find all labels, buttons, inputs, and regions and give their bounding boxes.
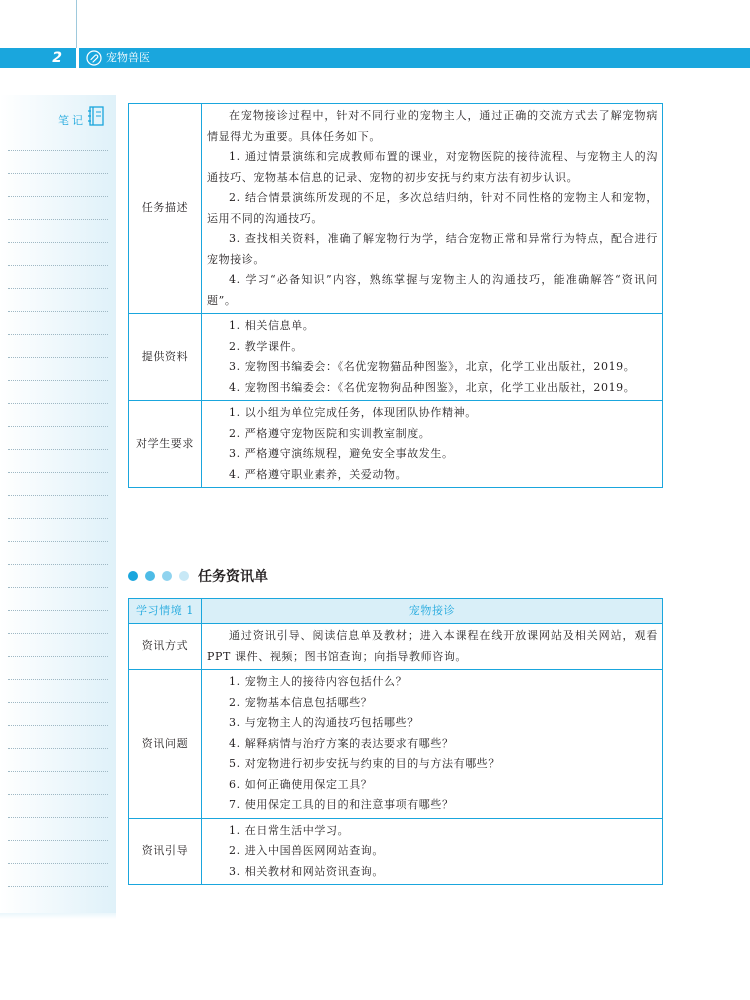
list-item: 4. 宠物图书编委会：《名优宠物狗品种图鉴》，北京，化学工业出版社，2019。 xyxy=(229,380,636,394)
note-line xyxy=(8,449,108,450)
notebook-icon xyxy=(86,105,106,127)
note-line xyxy=(8,564,108,565)
note-line xyxy=(8,610,108,611)
row-label: 提供资料 xyxy=(129,314,202,401)
note-line xyxy=(8,426,108,427)
note-line xyxy=(8,495,108,496)
row-label: 资讯引导 xyxy=(129,818,202,885)
bullet-dot-icon xyxy=(128,571,138,581)
note-line xyxy=(8,771,108,772)
row-label: 对学生要求 xyxy=(129,401,202,488)
list-item: 4. 解释病情与治疗方案的表达要求有哪些？ xyxy=(229,736,454,750)
book-title: 宠物兽医 xyxy=(106,51,150,64)
note-line xyxy=(8,518,108,519)
notes-label: 笔记 xyxy=(58,114,86,127)
header-gap xyxy=(76,48,79,68)
page-number: 2 xyxy=(52,50,62,66)
list-item: 3. 宠物图书编委会：《名优宠物猫品种图鉴》，北京，化学工业出版社，2019。 xyxy=(229,360,636,373)
table-header-row xyxy=(129,599,663,624)
note-line xyxy=(8,748,108,749)
note-line xyxy=(8,725,108,726)
note-line xyxy=(8,403,108,404)
note-line xyxy=(8,150,108,151)
paragraph: 2. 结合情景演练所发现的不足，多次总结归纳，针对不同性格的宠物主人和宠物，运用不同的沟通技巧。 xyxy=(207,191,658,225)
section-title: 任务资讯单 xyxy=(198,569,268,585)
list-item: 6. 如何正确使用保定工具？ xyxy=(229,777,373,791)
note-line xyxy=(8,817,108,818)
paragraph: 4. 学习“必备知识”内容，熟练掌握与宠物主人的沟通技巧，能准确解答“资讯问题”。 xyxy=(207,273,658,307)
note-line xyxy=(8,863,108,864)
note-line xyxy=(8,357,108,358)
task-table xyxy=(128,103,663,488)
row-label: 资讯方式 xyxy=(129,624,202,670)
note-line xyxy=(8,794,108,795)
list-item: 2. 严格遵守宠物医院和实训教室制度。 xyxy=(229,426,431,440)
note-line xyxy=(8,196,108,197)
note-line xyxy=(8,702,108,703)
list-item: 1. 以小组为单位完成任务，体现团队协作精神。 xyxy=(229,406,477,419)
note-line xyxy=(8,633,108,634)
header-divider xyxy=(76,0,77,48)
list-item: 1. 宠物主人的接待内容包括什么？ xyxy=(229,675,408,688)
table-row xyxy=(129,624,663,670)
list-item: 3. 严格遵守演练规程，避免安全事故发生。 xyxy=(229,447,454,460)
note-line xyxy=(8,173,108,174)
list-item: 7. 使用保定工具的目的和注意事项有哪些？ xyxy=(229,798,454,811)
list-item: 4. 严格遵守职业素养，关爱动物。 xyxy=(229,467,408,481)
note-line xyxy=(8,840,108,841)
row-content xyxy=(202,401,663,488)
row-content xyxy=(202,818,663,885)
table-row xyxy=(129,401,663,488)
paragraph: 在宠物接诊过程中，针对不同行业的宠物主人，通过正确的交流方式去了解宠物病情显得尤为重要。具体任务如下。 xyxy=(207,109,658,143)
list-item: 3. 相关教材和网站资讯查询。 xyxy=(229,864,384,878)
row-label: 任务描述 xyxy=(129,104,202,314)
paragraph: 1. 通过情景演练和完成教师布置的课业，对宠物医院的接待流程、与宠物主人的沟通技巧、宠物基本信息的记录、宠物的初步安抚与约束方法有初步认识。 xyxy=(207,150,658,184)
table-row xyxy=(129,670,663,819)
list-item: 1. 在日常生活中学习。 xyxy=(229,823,350,837)
bullet-dot-icon xyxy=(145,571,155,581)
note-line xyxy=(8,587,108,588)
row-content xyxy=(202,314,663,401)
table-row xyxy=(129,104,663,314)
row-content xyxy=(202,624,663,670)
row-label: 资讯问题 xyxy=(129,670,202,819)
paragraph: 3. 查找相关资料，准确了解宠物行为学，结合宠物正常和异常行为特点，配合进行宠物接诊。 xyxy=(207,232,658,266)
paperclip-icon xyxy=(86,50,102,66)
note-line xyxy=(8,472,108,473)
note-line xyxy=(8,265,108,266)
note-line xyxy=(8,656,108,657)
info-table xyxy=(128,598,663,885)
header-value: 宠物接诊 xyxy=(202,599,663,624)
row-content xyxy=(202,104,663,314)
list-item: 2. 教学课件。 xyxy=(229,339,303,353)
note-line xyxy=(8,288,108,289)
note-line xyxy=(8,311,108,312)
table-row xyxy=(129,314,663,401)
note-line xyxy=(8,679,108,680)
note-line xyxy=(8,219,108,220)
header-label: 学习情境 1 xyxy=(129,599,202,624)
paragraph: 通过资讯引导、阅读信息单及教材；进入本课程在线开放课网站及相关网站，观看 PPT 课件、视频；图书馆查询；向指导教师咨询。 xyxy=(207,629,658,663)
note-line xyxy=(8,242,108,243)
notes-column xyxy=(0,95,116,913)
bullet-dot-icon xyxy=(162,571,172,581)
note-line xyxy=(8,886,108,887)
list-item: 1. 相关信息单。 xyxy=(229,319,315,332)
list-item: 5. 对宠物进行初步安抚与约束的目的与方法有哪些？ xyxy=(229,757,500,770)
section-heading xyxy=(128,566,268,586)
list-item: 2. 进入中国兽医网网站查询。 xyxy=(229,844,384,857)
bullet-dot-icon xyxy=(179,571,189,581)
note-line xyxy=(8,334,108,335)
row-content xyxy=(202,670,663,819)
list-item: 2. 宠物基本信息包括哪些？ xyxy=(229,695,373,709)
note-line xyxy=(8,541,108,542)
note-line xyxy=(8,380,108,381)
table-row xyxy=(129,818,663,885)
list-item: 3. 与宠物主人的沟通技巧包括哪些？ xyxy=(229,716,419,729)
